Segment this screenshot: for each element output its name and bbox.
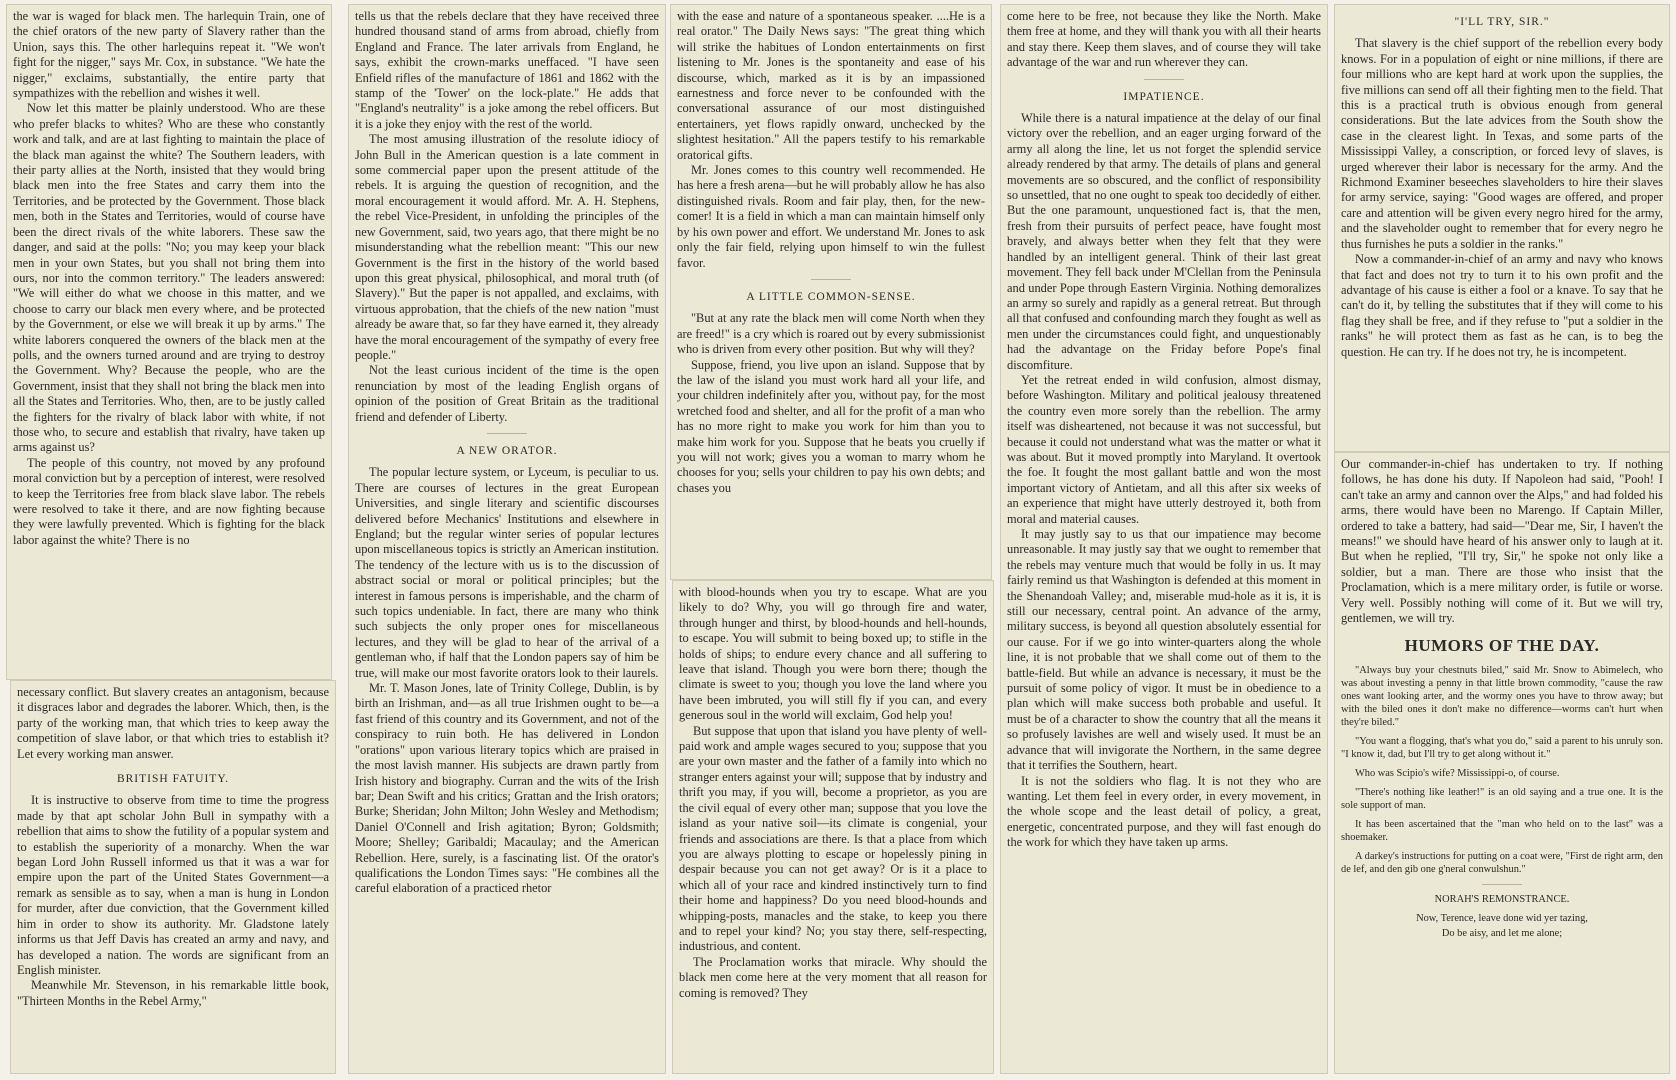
paragraph: It is instructive to observe from time to time the progress made by that apt scholar John Bull in sympathy with a rebellion that aims to show the futility of a popular system and to establish the superiority of a monarchy. When the war began Lord John Russell informed us that it was a war for empire upon the part of the United States Government—a remark as sensible as to say, when a man is hung in London for murder, after due conviction, that the Government killed him in order to show its authority. Mr. Gladstone lately informs us that Jeff Davis has created an army and navy, and has developed a nation. The words are significant from an English minister.: [17, 793, 329, 977]
clipping-col4: [1000, 4, 1328, 1074]
divider: [1482, 884, 1522, 885]
paragraph: It is not the soldiers who flag. It is not they who are wanting. Let them feel in every order, in every movement, in the whole scope and the least detail of policy, a great, energetic, concentrated purpose, and they will fast enough do the work for which they have taken up arms.: [1007, 773, 1321, 850]
paragraph: But suppose that upon that island you have plenty of well-paid work and ample wages secured to you; suppose that you are your own master and the father of a family into which no stranger enters against your will; suppose that by industry and thrift you may, if you will, become a proprietor, as you are the civil equal of every other man; suppose that you love the island as your native soil—its climate is congenial, your friends and associations are there. Is that a place from which you are always plotting to escape or hopelessly pining in despair because you can not get away? Or is it a place to which all of your race and kindred instinctively turn to find their home and happiness? Do you need blood-hounds and whipping-posts, manacles and the stake, to keep you there and to repel your kind? No; you stay there, self-respecting, industrious, and content.: [679, 723, 987, 954]
paragraph: Yet the retreat ended in wild confusion, almost dismay, before Washington. Military and political jealousy threatened the country even more sorely than the rebellion. The army itself was disheartened, not because it was not successful, but because it could not understand what was the matter or what it was about. But it moved promptly into Maryland. It overtook the foe. It fought the most gallant battle and won the most important victory of Antietam, and all this after six weeks of an experience that might have utterly destroyed it, both from moral and material causes.: [1007, 372, 1321, 526]
clipping-col3-top: [670, 4, 992, 580]
section-title-ill-try-sir: "I'LL TRY, SIR.": [1454, 16, 1550, 28]
section-title-common-sense: A LITTLE COMMON-SENSE.: [746, 290, 916, 303]
divider: [811, 279, 851, 280]
section-title-impatience: IMPATIENCE.: [1123, 90, 1205, 103]
humor-item: "You want a flogging, that's what you do," said a parent to his unruly son. "I know it, dad, but I'll try to get along without it.": [1341, 735, 1663, 760]
paragraph: Mr. Jones comes to this country well recommended. He has here a fresh arena—but he will probably allow he has also distinguished rivals. Room and fair play, then, for the new-comer! It is a field in which a man can maintain himself only by his own power and effort. We understand Mr. Jones to ask only the fair field, relying upon himself to win the fullest favor.: [677, 163, 985, 270]
paragraph: Now a commander-in-chief of an army and navy who knows that fact and does not try to turn it to his own profit and the advantage of his cause is either a fool or a knave. To say that he can't do it, by telling the substitutes that if they will come to his flag they shall be free, and if they refuse to "put a soldier in the ranks" he will protect them as fast as he can, is to beg the question. He can try. If he does not try, he is incompetent.: [1341, 252, 1663, 359]
poem-line: Do be aisy, and let me alone;: [1441, 927, 1563, 939]
poem-title: NORAH'S REMONSTRANCE.: [1434, 893, 1570, 905]
poem-line: Now, Terence, leave done wid yer tazing,: [1416, 912, 1588, 924]
humor-item: Who was Scipio's wife? Mississippi-o, of course.: [1355, 767, 1560, 779]
clipping-col1-top: [6, 4, 332, 680]
paragraph: It may justly say to us that our impatience may become unreasonable. It may justly say that we ought to remember that the rebels may venture much that would be folly in us. It may fairly remind us that Washington is defended at this moment in the Shenandoah Valley; and, miserable mud-hole as it is, it is still our necessary, central point. An advance of the army, military success, is beyond all question absolutely essential for our cause. For if we go into winter-quarters along the whole line, it is not probable that we shall come out of them to the battle-field. But while an advance is necessary, it must be the pursuit of some policy of vigor. It must be in obedience to a plan which will make success both probable and useful. It must be of a character to show the country that all the means it so profusely lavishes are well and wisely used. It must be an advance that will invigorate the Northern, in the same degree that it terrifies the Southern, heart.: [1007, 527, 1321, 773]
clipping-col5-bottom: [1334, 452, 1670, 1074]
paragraph: Meanwhile Mr. Stevenson, in his remarkable little book, "Thirteen Months in the Rebel Army,": [17, 978, 329, 1008]
section-title-new-orator: A NEW ORATOR.: [456, 444, 558, 457]
humor-item: A darkey's instructions for putting on a coat were, "First de right arm, den de lef, and den gib one g'neral conwulshun.": [1341, 850, 1663, 875]
paragraph: The Proclamation works that miracle. Why should the black men come here at the very moment that all reason for coming is removed? They: [679, 954, 987, 1000]
paragraph: Our commander-in-chief has undertaken to try. If nothing follows, he has done his duty. If Napoleon had said, "Pooh! I can't take an army and cannon over the Alps," and had folded his arms, there would have been no Marengo. If Captain Miller, ordered to take a battery, had said—"Dear me, Sir, I haven't the means!" we should have heard of his answer only to laugh at it. But when he replied, "I'll try, Sir," he spoke not only like a soldier, but a man. There are those who insist that the Proclamation, which is a mere military order, is futile or worse. Very well. Possibly nothing will come of it. But we will try, gentlemen, we will try.: [1341, 457, 1663, 626]
paragraph: Now let this matter be plainly understood. Who are these who prefer blacks to whites? Who are these who constantly work and talk, and are at last fighting to maintain the place of the black man against the white? The Southern leaders, with their party allies at the North, insisted that they would bring black men into the free States and carry them into the Territories, and be protected by the Government. Those black men, both in the States and Territories, would of course have been the direct rivals of the white laborers. These saw the danger, and said at the polls: "No; you may keep your black men in your own States, but you shall not bring them into ours, nor into the common territory." The leaders answered: "We will either do what we choose in this matter, and we choose to carry our black men every where, and be protected by the Government, or else we will break it up by arms." The white laborers conquered the owners of the black men at the polls, and the owners turned around and are trying to destroy the Government. Why? Because the people, who are the Government, insist that they shall not bring the black men into all the States and Territories. Who, then, are to be justly called the fighters for the rivalry of black labor with white, if not those who, to secure and establish that rivalry, have taken up arms against us?: [13, 101, 325, 455]
paragraph: Not the least curious incident of the time is the open renunciation by most of the leading English organs of opinion of the position of Great Britain as the traditional friend and defender of Liberty.: [355, 363, 659, 424]
paragraph: Mr. T. Mason Jones, late of Trinity College, Dublin, is by birth an Irishman, and—as all true Irishmen ought to be—a fast friend of this country and its Government, and not of the conspiracy to ruin both. He has delivered in London "orations" upon various literary topics which are praised in the most lavish manner. His subjects are drawn partly from Irish history and biography. Curran and the wits of the Irish bar; Dean Swift and his critics; Grattan and the Irish orators; Burke; Sheridan; John Milton; John Wesley and Methodism; Daniel O'Connell and Irish agitation; Byron; Goldsmith; Moore; Shelley; Garibaldi; Macaulay; and the American Rebellion. Here, surely, is a fascinating list. Of the orator's qualifications the London Times says: "He combines all the careful elaboration of a practiced rhetor: [355, 681, 659, 896]
clipping-col5-top: [1334, 4, 1670, 452]
divider: [487, 433, 527, 434]
clipping-col1-bottom: [10, 680, 336, 1074]
paragraph: "But at any rate the black men will come North when they are freed!" is a cry which is roared out by every submissionist who is driven from every other position. But why will they?: [677, 311, 985, 357]
section-title-british-fatuity: BRITISH FATUITY.: [116, 773, 230, 786]
paragraph: The most amusing illustration of the resolute idiocy of John Bull in the American question is a late comment in some commercial paper upon the present attitude of the rebels. It is arguing the question of recognition, and the moral encouragement it would afford. Mr. A. H. Stephens, the rebel Vice-President, in unfolding the principles of the new Government, said, two years ago, that there might be no misunderstanding what the rebellion meant: "This our new Government is the first in the history of the world based upon this great physical, philosophical, and moral truth (of Slavery)." But the paper is not appalled, and exclaims, with virtuous approbation, that the chiefs of the new nation "must already be aware that, so far they have earned it, they already have the moral encouragement of the sympathy of every free people.": [355, 132, 659, 362]
paragraph: The popular lecture system, or Lyceum, is peculiar to us. There are courses of lectures in the great European Universities, and single literary and scientific discourses delivered before Mechanics' Institutions and elsewhere in England; but the regular winter series of popular lectures upon miscellaneous topics is strictly an American institution. The tendency of the lecture with us is to the discussion of abstract social or moral or political principles; but the interest in famous persons is imperishable, and the charm of such topics undeniable. In fact, there are many who think such subjects the only proper ones for miscellaneous lectures, and they will be glad to hear of the arrival of a gentleman who, if half that the London papers say of him be true, will make our most favorite orators look to their laurels.: [355, 465, 659, 680]
clipping-col3-bottom: [672, 580, 994, 1074]
divider: [1144, 79, 1184, 80]
paragraph: That slavery is the chief support of the rebellion every body knows. For in a population of eight or nine millions, if there are four millions who are kept hard at work upon the supplies, the five millions can send off all their fighting men to the field. That this is a practical truth is obvious enough from general considerations. But the late advices from the South show the case in the clearest light. In Texas, and some parts of the Mississippi Valley, a conscription, or forced levy of slaves, is urged wherever their labor is necessary for the army. And the Richmond Examiner beseeches slaveholders to hire their slaves for army service, saying: "Good wages are offered, and proper care and attention will be given every negro hired for the army, and the slaveholder ought to remember that for every negro he thus furnishes he puts a soldier in the ranks.": [1341, 36, 1663, 251]
paragraph: with the ease and nature of a spontaneous speaker. ....He is a real orator." The Daily News says: "The great thing which will strike the habitues of London entertainments on first listening to Mr. Jones is the spontaneity and ease of his discourse, which, marked as it is by an impassioned earnestness and force never to be confounded with the conversational assurance of our most distinguished entertainers, yet flows rapidly onward, unchecked by the slightest hesitation." All the papers testify to his remarkable oratorical gifts.: [677, 9, 985, 162]
paragraph: Suppose, friend, you live upon an island. Suppose that by the law of the island you must work hard all your life, and your children indefinitely after you, without pay, for the most wretched food and shelter, and all for the profit of a man who has no more right to make you work for him than you to make him work for you. Suppose that he beats you cruelly if you will not work; gives you a woman to marry whom he chooses for you; sells your children to pay his own debts; and chases you: [677, 357, 985, 495]
paragraph: tells us that the rebels declare that they have received three hundred thousand stand of arms from abroad, chiefly from England and France. The later arrivals from England, he says, exhibit the crown-marks uneffaced. "I have seen Enfield rifles of the manufacture of 1861 and 1862 with the stamp of the 'Tower' on the lock-plate." He adds that "England's neutrality" is a joke among the rebel officers. But it is a joke they enjoy with the rest of the world.: [355, 9, 659, 131]
humors-list: [1341, 664, 1663, 940]
clipping-col2: [348, 4, 666, 1074]
section-title-humors: HUMORS OF THE DAY.: [1404, 636, 1600, 656]
paragraph: The people of this country, not moved by any profound moral conviction but by a perception of interest, were resolved to keep the Territories free from black slave labor. The rebels were resolved to take it there, and are now fighting because they were lawfully prevented. Which is fighting for the black labor against the white? There is no: [13, 455, 325, 547]
paragraph: come here to be free, not because they like the North. Make them free at home, and they will thank you with all their hearts and stay there. Keep them slaves, and of course they will take advantage of the war and run wherever they can.: [1007, 9, 1321, 70]
humor-item: "Always buy your chestnuts biled," said Mr. Snow to Abimelech, who was about investing a penny in that little brown commodity, "cause the raw ones want looking arter, and the wormy ones you have to throw away; but with the biled ones it don't make no difference—worms can't hurt when they're biled.": [1341, 664, 1663, 728]
humor-item: It has been ascertained that the "man who held on to the last" was a shoemaker.: [1341, 818, 1663, 843]
paragraph: with blood-hounds when you try to escape. What are you likely to do? Why, you will go through fire and water, through hunger and thirst, by blood-hounds and hell-hounds, to escape. You will submit to being boxed up; to stifle in the holds of ships; to endure every chance and all suffering to leave that island. Though you were born there; though the climate is sweet to you; though you love the land where you have been imbruted, you will still fly if you can, and every generous soul in the world will exclaim, God help you!: [679, 585, 987, 723]
paragraph: the war is waged for black men. The harlequin Train, one of the chief orators of the new party of Slavery rather than the Union, says this. The other harlequins repeat it. "We won't fight for the nigger," says Mr. Cox, in substance. "We hate the nigger," exclaims, substantially, the entire party that sympathizes with the rebellion and wishes it well.: [13, 9, 325, 101]
paragraph: necessary conflict. But slavery creates an antagonism, because it disgraces labor and degrades the laborer. Which, then, is the party of the working man, that which tries to keep away the competition of slave labor, or that which tries to establish it? Let every working man answer.: [17, 685, 329, 761]
paragraph: While there is a natural impatience at the delay of our final victory over the rebellion, and an eager urging forward of the army all along the line, let us not forget the splendid service already rendered by that army. The details of plans and general movements are so obscured, and the conflict of responsibility so unsettled, that no one ought to speak too decidedly of either. But the one paramount, unquestioned fact is, that the men, fresh from their pursuits of perfect peace, have fought most bravely, and always better when they felt that they were handled by an intelligent general. Think of their last great movement. They fell back under M'Clellan from the Peninsula and under Pope through Eastern Virginia. Nothing demoralizes an army so surely and rapidly as a general retreat. But through all that confused and confounding march they fought as well as men under the circumstances could fight, and unquestionably had the advantage on the Friday before Pope's final discomfiture.: [1007, 111, 1321, 372]
humor-item: "There's nothing like leather!" is an old saying and a true one. It is the sole support of man.: [1341, 786, 1663, 811]
